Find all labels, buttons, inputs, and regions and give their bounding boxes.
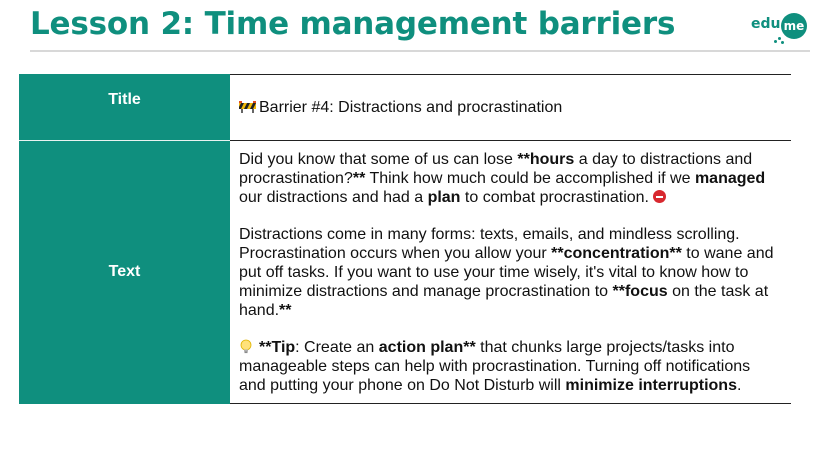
logo-circle: me — [781, 13, 807, 39]
text-segment: Think how much could be accomplished if we — [365, 170, 695, 187]
text-segment: . — [736, 377, 742, 394]
row-label-title: Title — [19, 75, 230, 141]
logo-dot — [778, 37, 781, 40]
table-row-title — [19, 75, 791, 141]
barrier-title-text: Barrier #4: Distractions and procrastination — [259, 99, 563, 116]
text-segment: Distractions come in many forms: texts, emails, and mindless scrolling. Procrastination occurs when you allow your — [239, 226, 740, 262]
row-value-title — [230, 75, 791, 141]
bold-segment: managed — [694, 170, 766, 187]
logo-text: edu — [751, 16, 781, 32]
row-value-text — [230, 141, 791, 404]
text-segment: that chunks large projects/tasks into manageable steps can help with procrastination. Turning off notifications and putting your phone on Do Not Disturb will — [239, 339, 751, 394]
text-segment: to combat procrastination. — [460, 189, 649, 206]
table-row-text — [19, 141, 791, 404]
paragraph-distractions — [239, 225, 779, 320]
bold-segment: **Tip — [259, 339, 296, 356]
text-segment: Did you know that some of us can lose — [239, 151, 518, 168]
construction-barrier-icon — [239, 101, 256, 113]
bold-segment: ** — [352, 170, 366, 187]
header-rule — [30, 50, 810, 52]
bold-segment: plan — [427, 189, 461, 206]
lightbulb-icon — [239, 339, 253, 354]
no-entry-icon — [653, 190, 666, 203]
bold-segment: **focus — [612, 283, 668, 300]
text-segment: : Create an — [295, 339, 379, 356]
edume-logo — [751, 13, 809, 43]
bold-segment: **concentration** — [551, 245, 682, 262]
bold-segment: minimize interruptions — [565, 377, 737, 394]
text-segment: to wane and put off tasks. If you want to use your time wisely, it's vital to know how to minimize distractions and manage procrastination to — [239, 245, 774, 300]
logo-dot — [781, 41, 784, 44]
text-segment: our distractions and had a — [239, 189, 428, 206]
page-title: Lesson 2: Time management barriers — [30, 6, 676, 42]
text-segment: on the task at hand. — [239, 283, 769, 319]
lesson-content-table — [19, 74, 791, 404]
bold-segment: **hours — [517, 151, 575, 168]
paragraph-tip — [239, 338, 779, 395]
logo-dot — [774, 40, 777, 43]
paragraph-intro — [239, 150, 779, 207]
text-segment: a day to distractions and procrastination? — [239, 151, 753, 187]
bold-segment: action plan** — [378, 339, 476, 356]
row-label-text: Text — [19, 141, 230, 404]
bold-segment: ** — [279, 302, 292, 319]
